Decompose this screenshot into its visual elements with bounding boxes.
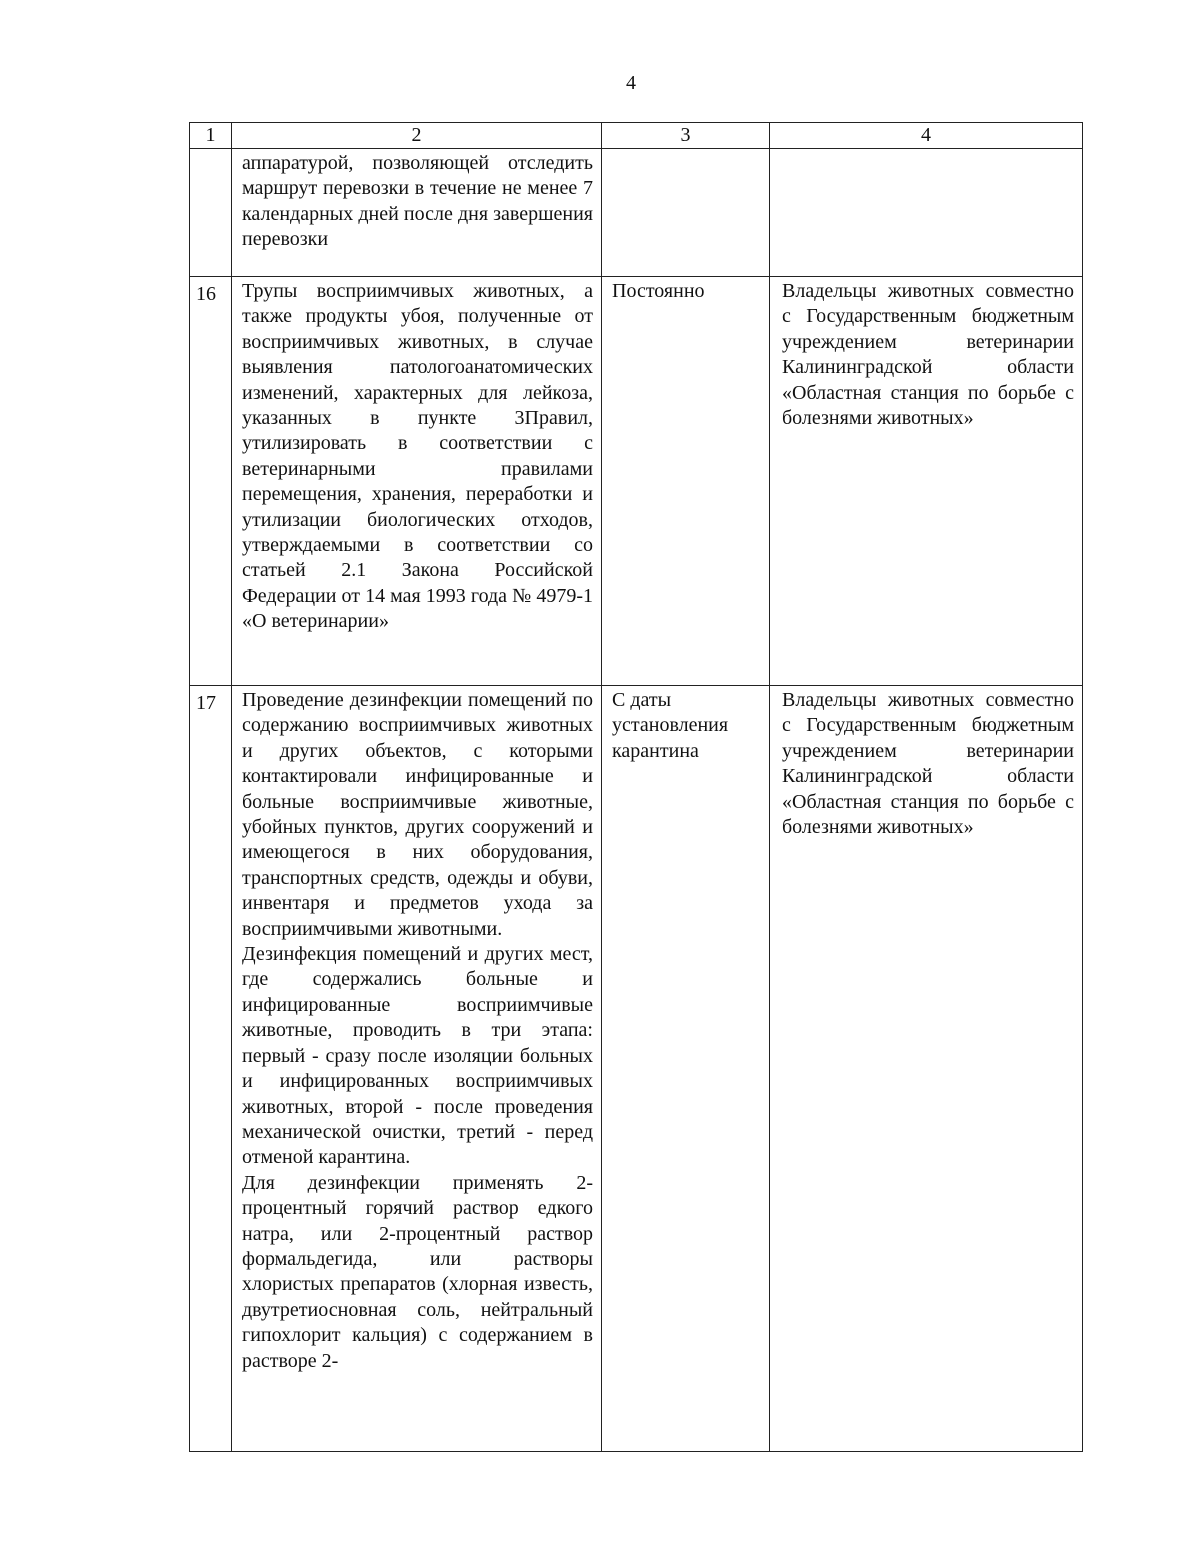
header-col-3: 3 — [602, 123, 770, 149]
measure-text: Трупы восприимчивых животных, а также продукты убоя, полученные от восприимчивых животных, в случае выявления патологоанатомических изменений, характерных для лейкоза, указанных в пункте 3Правил, утилизировать в соответствии с ветеринарными правилами перемещения, хранения, переработки и утилизации биологических отходов, утверждаемыми в соответствии со статьей 2.1 Закона Российской Федерации от 14 мая 1993 года № 4979-1 «О ветеринарии» — [242, 280, 593, 633]
page-number: 4 — [626, 72, 636, 94]
responsible-cell — [770, 149, 1083, 277]
header-col-1: 1 — [190, 123, 232, 149]
table-row — [190, 149, 1083, 277]
responsible-cell: Владельцы животных совместно с Государственным бюджетным учреждением ветеринарии Калининградской области «Областная станция по борьбе с болезнями животных» — [770, 686, 1083, 1452]
responsible-cell: Владельцы животных совместно с Государственным бюджетным учреждением ветеринарии Калининградской области «Областная станция по борьбе с болезнями животных» — [770, 277, 1083, 686]
row-number: 16 — [190, 277, 232, 686]
row-number: 17 — [190, 686, 232, 1452]
term-cell: С даты установления карантина — [602, 686, 770, 1452]
measure-paragraph: Для дезинфекции применять 2-процентный горячий раствор едкого натра, или 2-процентный раствор формальдегида, или растворы хлористых препаратов (хлорная известь, двутретиосновная соль, нейтральный гипохлорит кальция) с содержанием в растворе 2- — [242, 1171, 593, 1372]
table-row — [190, 277, 1083, 686]
measure-paragraph: Проведение дезинфекции помещений по содержанию восприимчивых животных и других объектов, с которыми контактировали инфицированные и больные восприимчивые животные, убойных пунктов, других сооружений и имеющегося в них оборудования, транспортных средств, одежды и обуви, инвентаря и предметов ухода за восприимчивыми животными. — [242, 689, 593, 940]
header-col-4: 4 — [770, 123, 1083, 149]
term-cell: Постоянно — [602, 277, 770, 686]
table-row — [190, 686, 1083, 1452]
term-cell — [602, 149, 770, 277]
measure-cell — [232, 149, 602, 277]
row-number — [190, 149, 232, 277]
header-col-2: 2 — [232, 123, 602, 149]
measure-cell — [232, 686, 602, 1452]
measure-cell — [232, 277, 602, 686]
measure-text: аппаратурой, позволяющей отследить маршрут перевозки в течение не менее 7 календарных дней после дня завершения перевозки — [242, 152, 593, 251]
measure-paragraph: Дезинфекция помещений и других мест, где содержались больные и инфицированные восприимчивые животные, проводить в три этапа: первый - сразу после изоляции больных и инфицированных восприимчивых животных, второй - после проведения механической очистки, третий - перед отменой карантина. — [242, 943, 593, 1169]
measures-table — [189, 122, 1083, 1452]
table-header-row — [190, 123, 1083, 149]
